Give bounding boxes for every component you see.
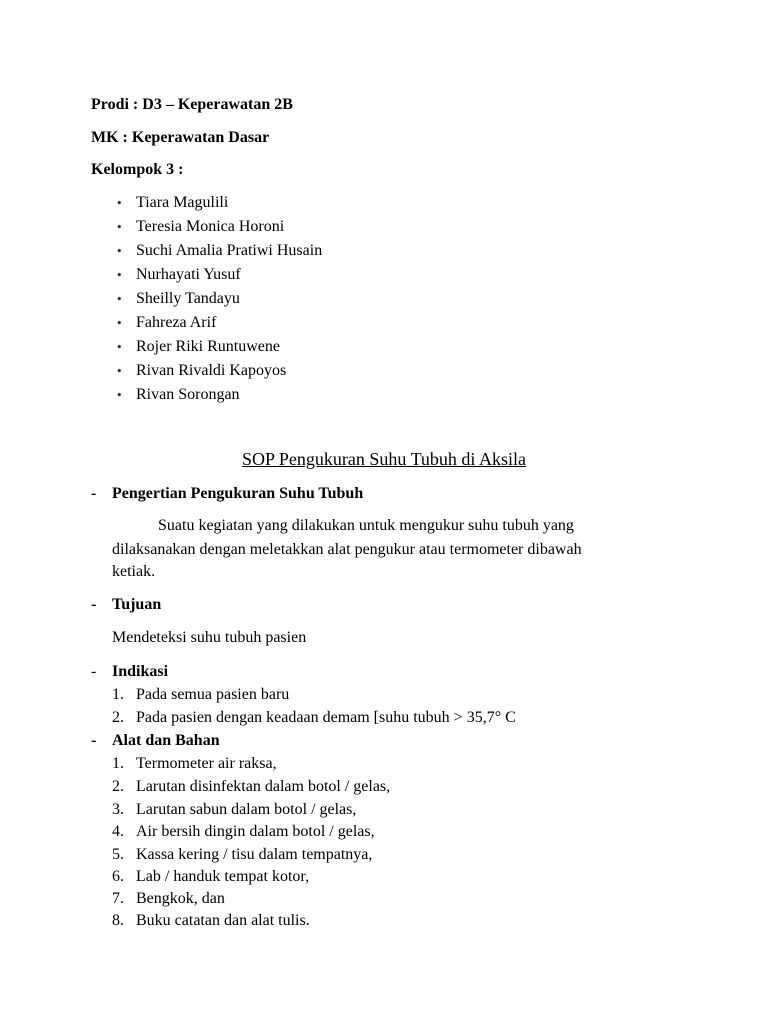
bullet-icon: •	[117, 363, 122, 378]
bullet-icon: •	[117, 291, 122, 306]
paragraph-line: ketiak.	[112, 563, 156, 580]
member-name: Sheilly Tandayu	[136, 290, 240, 307]
item-text: Termometer air raksa,	[136, 755, 277, 772]
member-name: Nurhayati Yusuf	[136, 266, 241, 283]
bullet-icon: •	[117, 267, 122, 282]
item-text: Larutan sabun dalam botol / gelas,	[136, 801, 357, 818]
member-name: Suchi Amalia Pratiwi Husain	[136, 242, 323, 259]
item-text: Kassa kering / tisu dalam tempatnya,	[136, 846, 373, 863]
item-number: 1.	[112, 686, 124, 703]
kelompok-line: Kelompok 3 :	[91, 161, 184, 178]
item-text: Bengkok, dan	[136, 890, 225, 907]
item-text: Lab / handuk tempat kotor,	[136, 868, 310, 885]
section-heading: Indikasi	[112, 663, 169, 680]
member-name: Rojer Riki Runtuwene	[136, 338, 280, 355]
prodi-line: Prodi : D3 – Keperawatan 2B	[91, 96, 293, 113]
item-number: 3.	[112, 801, 124, 818]
section-dash: -	[91, 485, 97, 502]
member-name: Rivan Sorongan	[136, 386, 240, 403]
item-number: 4.	[112, 823, 124, 840]
item-number: 8.	[112, 912, 124, 929]
bullet-icon: •	[117, 243, 122, 258]
bullet-icon: •	[117, 195, 122, 210]
bullet-icon: •	[117, 339, 122, 354]
item-number: 2.	[112, 709, 124, 726]
mk-line: MK : Keperawatan Dasar	[91, 129, 270, 146]
section-dash: -	[91, 732, 97, 749]
section-heading: Tujuan	[112, 596, 162, 613]
item-text: Buku catatan dan alat tulis.	[136, 912, 310, 929]
item-text: Air bersih dingin dalam botol / gelas,	[136, 823, 375, 840]
member-name: Teresia Monica Horoni	[136, 218, 285, 235]
section-dash: -	[91, 596, 97, 613]
section-heading: Alat dan Bahan	[112, 732, 220, 749]
item-text: Pada pasien dengan keadaan demam [suhu tubuh > 35,7° C	[136, 709, 516, 726]
item-text: Larutan disinfektan dalam botol / gelas,	[136, 778, 391, 795]
item-number: 1.	[112, 755, 124, 772]
item-number: 5.	[112, 846, 124, 863]
member-name: Fahreza Arif	[136, 314, 217, 331]
section-dash: -	[91, 663, 97, 680]
item-number: 6.	[112, 868, 124, 885]
document-title: SOP Pengukuran Suhu Tubuh di Aksila	[242, 449, 526, 469]
item-number: 2.	[112, 778, 124, 795]
member-name: Tiara Magulili	[136, 194, 229, 211]
bullet-icon: •	[117, 219, 122, 234]
paragraph-line: Suatu kegiatan yang dilakukan untuk mengukur suhu tubuh yang	[158, 517, 574, 534]
paragraph-line: dilaksanakan dengan meletakkan alat pengukur atau termometer dibawah	[112, 541, 582, 558]
item-text: Pada semua pasien baru	[136, 686, 290, 703]
bullet-icon: •	[117, 387, 122, 402]
section-heading: Pengertian Pengukuran Suhu Tubuh	[112, 485, 364, 502]
member-name: Rivan Rivaldi Kapoyos	[136, 362, 287, 379]
bullet-icon: •	[117, 315, 122, 330]
paragraph-line: Mendeteksi suhu tubuh pasien	[112, 629, 307, 646]
item-number: 7.	[112, 890, 124, 907]
